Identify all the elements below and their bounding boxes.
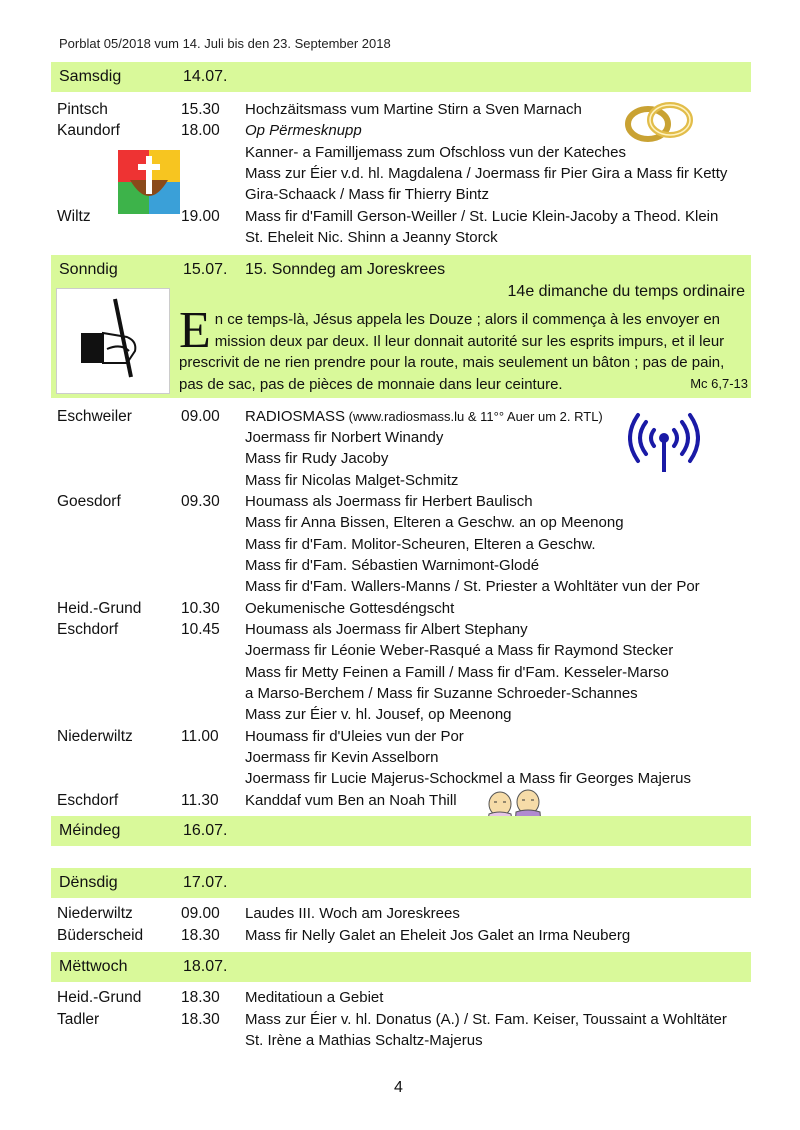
list-item: Eschdorf 10.45 Houmass als Joermass fir Albert Stephany: [57, 621, 528, 638]
list-item: Tadler 18.30 Mass zur Éier v. hl. Donatus (A.) / St. Fam. Keiser, Toussaint a Wohltäter: [57, 1011, 727, 1028]
catechesis-logo-icon: [118, 150, 180, 214]
list-item: a Marso-Berchem / Mass fir Suzanne Schroeder-Schannes: [245, 685, 638, 702]
day-name: Sonndig: [59, 261, 118, 278]
day-band-tuesday: [51, 868, 751, 898]
list-item: Mass fir d'Fam. Molitor-Scheuren, Elteren a Geschw.: [245, 536, 596, 553]
list-item: Gira-Schaack / Mass fir Thierry Bintz: [245, 186, 489, 203]
list-item: Niederwiltz 11.00 Houmass fir d'Uleies vun der Por: [57, 728, 464, 745]
day-band-monday: [51, 816, 751, 846]
list-item: St. Eheleit Nic. Shinn a Jeanny Storck: [245, 229, 498, 246]
list-item: Goesdorf 09.30 Houmass als Joermass fir Herbert Baulisch: [57, 493, 533, 510]
list-item: Büderscheid 18.30 Mass fir Nelly Galet an Eheleit Jos Galet an Irma Neuberg: [57, 927, 631, 944]
page-header: Porblat 05/2018 vum 14. Juli bis den 23. September 2018: [59, 36, 391, 51]
list-item: Mass fir d'Fam. Wallers-Manns / St. Priester a Wohltäter vun der Por: [245, 578, 700, 595]
list-item: Eschdorf 11.30 Kanddaf vum Ben an Noah Thill: [57, 792, 457, 809]
day-name: Dënsdig: [59, 874, 118, 891]
sunday-title: 15. Sonndeg am Joreskrees: [245, 261, 446, 278]
list-item: Eschweiler 09.00 RADIOSMASS (www.radiosmass.lu & 11°° Auer um 2. RTL): [57, 408, 603, 425]
list-item: Mass fir Rudy Jacoby: [245, 450, 389, 467]
day-date: 14.07.: [183, 68, 228, 85]
list-item: Mass fir Anna Bissen, Elteren a Geschw. an op Meenong: [245, 514, 624, 531]
list-item: Heid.-Grund 18.30 Meditatioun a Gebiet: [57, 989, 384, 1006]
list-item: Pintsch 15.30 Hochzäitsmass vum Martine Stirn a Sven Marnach: [57, 101, 582, 118]
wedding-rings-icon: [622, 98, 696, 144]
day-name: Mëttwoch: [59, 958, 128, 975]
list-item: Niederwiltz 09.00 Laudes III. Woch am Joreskrees: [57, 905, 460, 922]
drop-cap: E: [179, 302, 211, 359]
list-item: Joermass fir Léonie Weber-Rasqué a Mass fir Raymond Stecker: [245, 642, 674, 659]
day-date: 16.07.: [183, 822, 228, 839]
gospel-text: En ce temps-là, Jésus appela les Douze ; alors il commença à les envoyer en mission deux par deux. Il leur donnait autorité sur les esprits impurs, et il leur prescrivit de ne rien prendre pour la route, mais seulement un bâton ; pas de pain, pas de sac, pas de pièces de monnaie dans leur ceinture.: [179, 302, 725, 393]
list-item: Joermass fir Norbert Winandy: [245, 429, 444, 446]
day-date: 18.07.: [183, 958, 228, 975]
list-item: Mass zur Éier v.d. hl. Magdalena / Joermass fir Pier Gira a Mass fir Ketty: [245, 165, 728, 182]
list-item: Kaundorf 18.00 Op Përmesknupp: [57, 122, 362, 139]
day-band-saturday: [51, 62, 751, 92]
gospel-reference: Mc 6,7-13: [690, 376, 748, 391]
list-item: Mass fir Metty Feinen a Famill / Mass fir d'Fam. Kesseler-Marso: [245, 664, 669, 681]
list-item: Mass fir Nicolas Malget-Schmitz: [245, 472, 459, 489]
day-band-wednesday: [51, 952, 751, 982]
day-name: Samsdig: [59, 68, 122, 85]
list-item: Mass zur Éier v. hl. Jousef, op Meenong: [245, 706, 512, 723]
day-date: 15.07.: [183, 261, 228, 278]
list-item: Joermass fir Kevin Asselborn: [245, 749, 439, 766]
page-number: 4: [394, 1079, 403, 1096]
list-item: Joermass fir Lucie Majerus-Schockmel a Mass fir Georges Majerus: [245, 770, 691, 787]
list-item: Wiltz 19.00 Mass fir d'Famill Gerson-Weiller / St. Lucie Klein-Jacoby a Theod. Klein: [57, 208, 719, 225]
list-item: St. Irène a Mathias Schaltz-Majerus: [245, 1032, 483, 1049]
sunday-subtitle: 14e dimanche du temps ordinaire: [507, 283, 745, 300]
list-item: Mass fir d'Fam. Sébastien Warnimont-Glodé: [245, 557, 540, 574]
radio-broadcast-icon: [628, 412, 700, 474]
day-date: 17.07.: [183, 874, 228, 891]
list-item: Kanner- a Familljemass zum Ofschloss vun der Kateches: [245, 144, 626, 161]
list-item: Heid.-Grund 10.30 Oekumenische Gottesdéngscht: [57, 600, 455, 617]
staff-hands-icon: [56, 288, 170, 394]
day-name: Méindeg: [59, 822, 121, 839]
